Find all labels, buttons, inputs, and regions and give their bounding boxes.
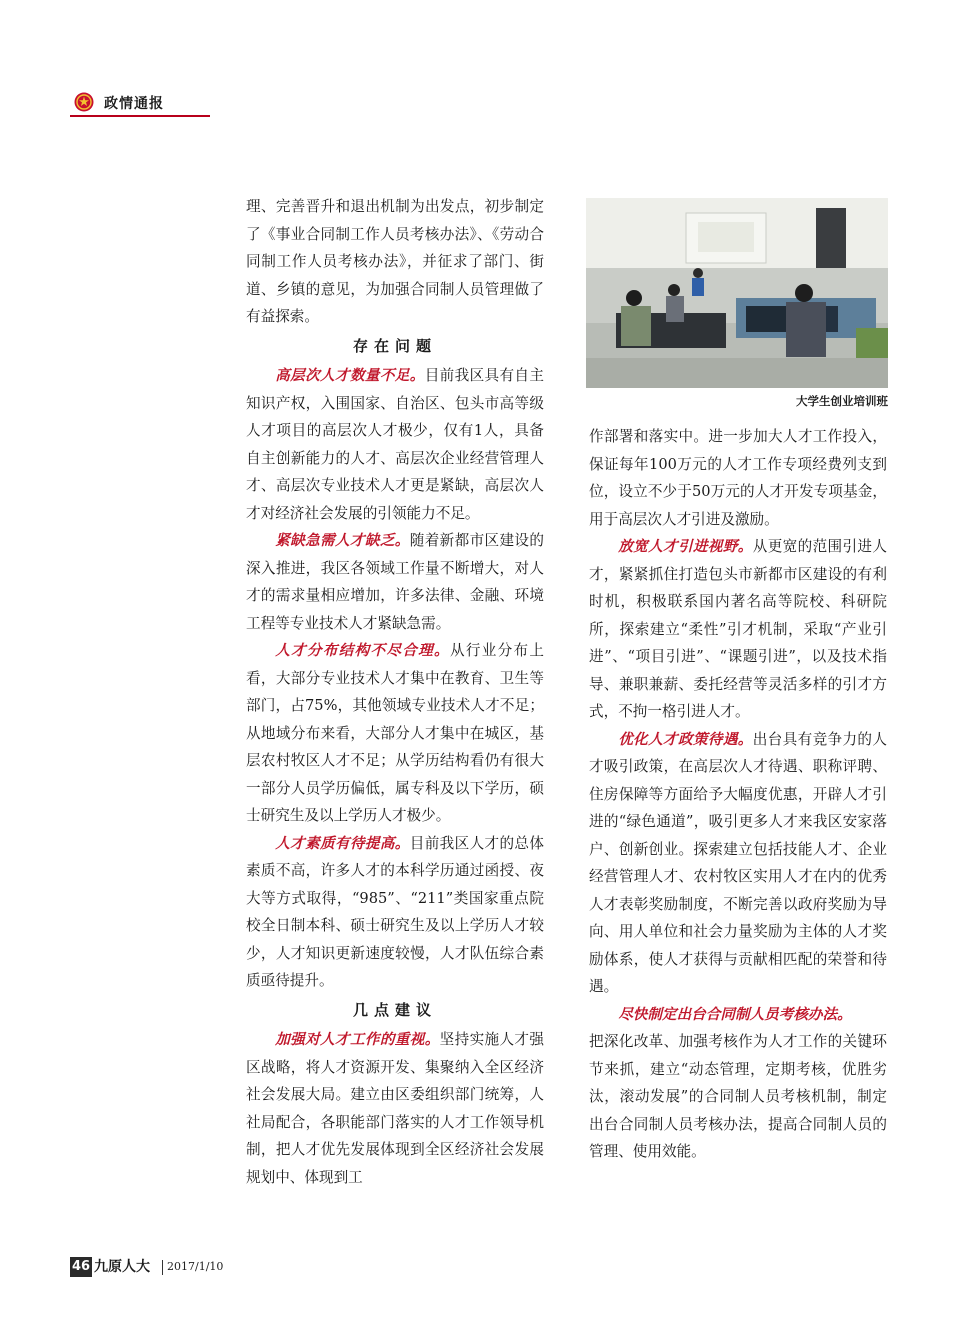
paragraph-problem-1 [246,362,544,527]
photo-caption: 大学生创业培训班 [796,394,888,408]
paragraph-suggestion-2 [589,533,887,726]
body-suggestion-2: 从更宽的范围引进人才，紧紧抓住打造包头市新都市区建设的有利时机，积极联系国内著名高等院校、科研院所，探索建立“柔性”引才机制，采取“产业引进”、“项目引进”、“课题引进”，以及技术指导、兼职兼薪、委托经营等灵活多样的引才方式，不拘一格引进人才。 [589,538,887,720]
body-problem-4: 目前我区人才的总体素质不高，许多人才的本科学历通过函授、夜大等方式取得，“985”、“211”类国家重点院校全日制本科、硕士研究生及以上学历人才较少，人才知识更新速度较慢，人才队伍综合素质亟待提升。 [246,834,544,989]
paragraph-intro-continued: 理、完善晋升和退出机制为出发点，初步制定了《事业合同制工作人员考核办法》、《劳动合同制工作人员考核办法》，并征求了部门、街道、乡镇的意见，为加强合同制人员管理做了有益探索。 [246,198,544,325]
lead-problem-3: 人才分布结构不尽合理。 [275,642,450,659]
paragraph-problem-3 [246,637,544,830]
body-problem-2: 随着新都市区建设的深入推进，我区各领域工作量不断增大，对人才的需求量相应增加，许多法律、金融、环境工程等专业技术人才紧缺急需。 [246,532,544,632]
header-rule [70,115,210,117]
lead-suggestion-3: 优化人才政策待遇。 [618,730,753,748]
page-number: 46 [70,1257,92,1277]
lead-problem-4: 人才素质有待提高。 [275,834,410,852]
footer-divider [162,1260,163,1275]
lead-suggestion-1: 加强对人才工作的重视。 [275,1031,440,1048]
heading-suggestions: 几点建议 [352,1000,437,1019]
body-suggestion-3: 出台具有竞争力的人才吸引政策，在高层次人才待遇、职称评聘、住房保障等方面给予大幅度优惠，开辟人才引进的“绿色通道”，吸引更多人才来我区安家落户、创新创业。探索建立包括技能人才、企业经营管理人才、农村牧区实用人才在内的优秀人才表彰奖励制度，不断完善以政府奖励为导向、用人单位和社会力量奖励为主体的人才奖励体系，使人才获得与贡献相匹配的荣誉和待遇。 [589,730,887,995]
training-class-photo [586,198,888,388]
paragraph-problem-2 [246,527,544,637]
paragraph-suggestion-1-continued: 作部署和落实中。进一步加大人才工作投入，保证每年100万元的人才工作专项经费列支到位，设立不少于50万元的人才开发专项基金，用于高层次人才引进及激励。 [589,428,887,528]
paragraph-suggestion-1 [246,1026,544,1191]
national-emblem-icon [74,92,94,112]
lead-suggestion-2: 放宽人才引进视野。 [618,538,753,555]
lead-problem-2: 紧缺急需人才缺乏。 [275,532,410,549]
body-suggestion-4: 把深化改革、加强考核作为人才工作的关键环节来抓，建立“动态管理，定期考核，优胜劣汰，滚动发展”的合同制人员考核机制，制定出台合同制人员考核办法，提高合同制人员的管理、使用效能。 [589,1033,887,1160]
issue-date: 2017/1/10 [167,1260,224,1273]
body-suggestion-1: 坚持实施人才强区战略，将人才资源开发、集聚纳入全区经济社会发展大局。建立由区委组织部门统筹，人社局配合，各职能部门落实的人才工作领导机制，把人才优先发展体现到全区经济社会发展规划中、体现到工 [246,1031,544,1186]
page-footer [70,1257,270,1279]
left-column [246,193,544,1191]
lead-problem-1: 高层次人才数量不足。 [275,367,425,384]
body-problem-1: 目前我区具有自主知识产权，入围国家、自治区、包头市高等级人才项目的高层次人才极少，仅有1人，具备自主创新能力的人才、高层次企业经营管理人才、高层次专业技术人才更是紧缺，高层次人才对经济社会发展的引领能力不足。 [246,367,544,522]
heading-problems: 存在问题 [352,336,437,355]
paragraph-problem-4 [246,830,544,995]
section-title: 政情通报 [104,96,164,112]
right-column [589,423,887,1166]
lead-suggestion-4: 尽快制定出台合同制人员考核办法。 [618,1005,852,1023]
body-problem-3: 从行业分布上看，大部分专业技术人才集中在教育、卫生等部门，占75%，其他领域专业技术人才不足；从地域分布来看，大部分人才集中在城区，基层农村牧区人才不足；从学历结构看仍有很大一部分人员学历偏低，属专科及以下学历，硕士研究生及以上学历人才极少。 [246,642,544,824]
page-header [70,88,210,118]
magazine-name: 九原人大 [94,1259,150,1275]
paragraph-suggestion-4 [589,1001,887,1166]
paragraph-suggestion-3 [589,726,887,1001]
